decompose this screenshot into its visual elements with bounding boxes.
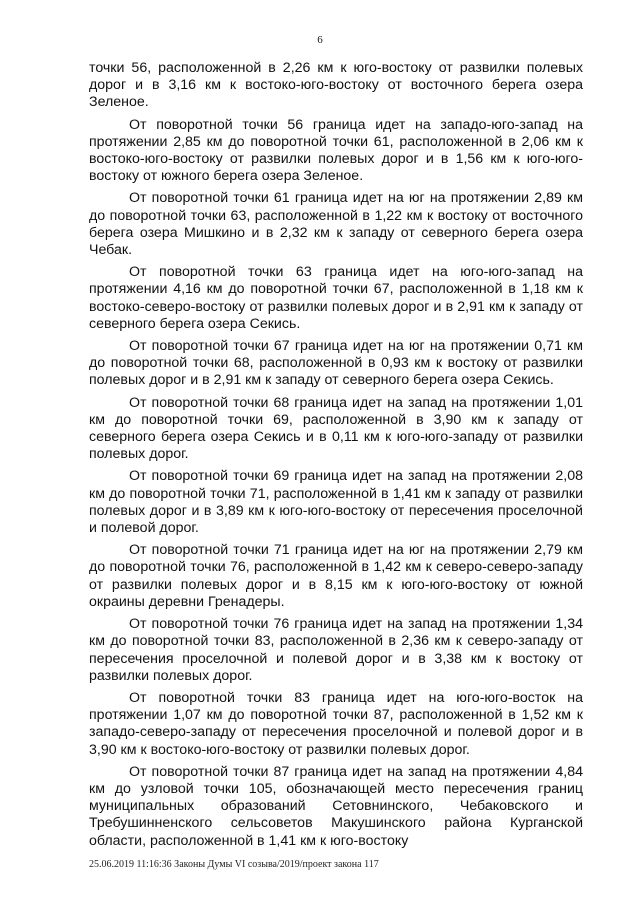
paragraph: точки 56, расположенной в 2,26 км к юго-востоку от развилки полевых дорог и в 3,16 км к востоко-юго-востоку от восточного берега озера Зеленое. — [89, 60, 583, 111]
paragraph: От поворотной точки 68 граница идет на запад на протяжении 1,01 км до поворотной точки 69, расположенной в 3,90 км к западу от северного берега озера Секись и в 0,11 км к юго-юго-западу от развилки полевых дорог. — [89, 394, 583, 463]
paragraph: От поворотной точки 83 граница идет на юго-юго-восток на протяжении 1,07 км до поворотной точки 87, расположенной в 1,52 км к западо-северо-западу от пересечения проселочной и полевой дорог и в 3,90 км к востоко-юго-востоку от развилки полевых дорог. — [89, 689, 583, 758]
paragraph: От поворотной точки 69 граница идет на запад на протяжении 2,08 км до поворотной точки 71, расположенной в 1,41 км к западу от развилки полевых дорог и в 3,89 км к юго-юго-востоку от пересечения проселочной и полевой дорог. — [89, 468, 583, 537]
page-number: 6 — [317, 34, 323, 46]
paragraph: От поворотной точки 71 граница идет на юг на протяжении 2,79 км до поворотной точки 76, расположенной в 1,42 км к северо-северо-западу от развилки полевых дорог и в 8,15 км к юго-юго-востоку от южной окраины деревни Гренадеры. — [89, 542, 583, 610]
paragraph: От поворотной точки 61 граница идет на юг на протяжении 2,89 км до поворотной точки 63, расположенной в 1,22 км к востоку от восточного берега озера Мишкино и в 2,32 км к западу от северного берега озера Чебак. — [89, 190, 583, 259]
document-body — [89, 60, 583, 855]
paragraph: От поворотной точки 76 граница идет на запад на протяжении 1,34 км до поворотной точки 83, расположенной в 2,36 км к северо-западу от пересечения проселочной и полевой дорог и в 3,38 км к востоку от развилки полевых дорог. — [89, 616, 583, 684]
document-footer: 25.06.2019 11:16:36 Законы Думы VI созыва/2019/проект закона 117 — [89, 859, 379, 870]
paragraph: От поворотной точки 56 граница идет на западо-юго-запад на протяжении 2,85 км до поворотной точки 61, расположенной в 2,06 км к востоко-юго-востоку от развилки полевых дорог и в 1,56 км к юго-юго-востоку от южного берега озера Зеленое. — [89, 116, 583, 185]
paragraph: От поворотной точки 87 граница идет на запад на протяжении 4,84 км до узловой точки 105, обозначающей место пересечения границ муниципальных образований Сетовнинского, Чебаковского и Требушинненского сельсоветов Макушинского района Курганской области, расположенной в 1,41 км к юго-востоку — [89, 763, 583, 849]
paragraph: От поворотной точки 63 граница идет на юго-юго-запад на протяжении 4,16 км до поворотной точки 67, расположенной в 1,18 км к востоко-северо-востоку от развилки полевых дорог и в 2,91 км к западу от северного берега озера Секись. — [89, 264, 583, 332]
paragraph: От поворотной точки 67 граница идет на юг на протяжении 0,71 км до поворотной точки 68, расположенной в 0,93 км к востоку от развилки полевых дорог и в 2,91 км к западу от северного берега озера Секись. — [89, 338, 583, 389]
